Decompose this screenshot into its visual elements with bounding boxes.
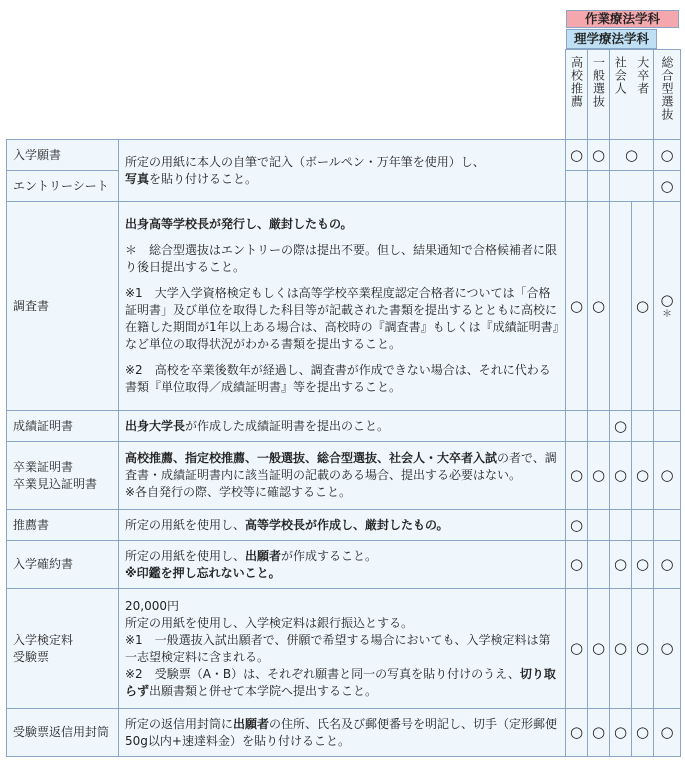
mark: ○ bbox=[588, 589, 610, 709]
row-desc: 出身大学長が作成した成績証明書を提出のこと。 bbox=[119, 411, 566, 442]
row-gansho bbox=[7, 140, 681, 171]
mark-with-star: ○ ＊ bbox=[654, 202, 681, 411]
mark: ○ bbox=[588, 709, 610, 757]
row-henshin bbox=[7, 709, 681, 757]
row-label: 受験票返信用封筒 bbox=[7, 709, 119, 757]
header-occupational-therapy: 作業療法学科 bbox=[566, 10, 679, 28]
mark: ○ bbox=[654, 541, 681, 589]
row-label: 入学確約書 bbox=[7, 541, 119, 589]
col-sogogata: 総合型選抜 bbox=[654, 50, 681, 140]
asterisk: ＊ bbox=[662, 308, 672, 320]
col-daisotsu: 大卒者 bbox=[635, 56, 650, 95]
row-chosasho bbox=[7, 202, 681, 411]
mark: ○ bbox=[632, 202, 654, 411]
mark: ○ bbox=[654, 442, 681, 510]
header-physical-therapy: 理学療法学科 bbox=[566, 29, 657, 49]
row-kakuyaku bbox=[7, 541, 681, 589]
mark: ○ bbox=[654, 140, 681, 171]
mark: ○ bbox=[610, 140, 654, 171]
mark: ○ bbox=[566, 140, 588, 171]
mark: ○ bbox=[632, 442, 654, 510]
row-desc: 所定の用紙に本人の自筆で記入（ボールペン・万年筆を使用）し、 写真を貼り付けること。 bbox=[119, 140, 566, 202]
row-sotsugyo bbox=[7, 442, 681, 510]
mark: ○ bbox=[610, 442, 632, 510]
mark: ○ bbox=[566, 202, 588, 411]
row-label: 推薦書 bbox=[7, 510, 119, 541]
row-label: 卒業証明書 卒業見込証明書 bbox=[7, 442, 119, 510]
mark: ○ bbox=[566, 589, 588, 709]
row-desc: 所定の用紙を使用し、出願者が作成すること。 ※印鑑を押し忘れないこと。 bbox=[119, 541, 566, 589]
row-label: 入学願書 bbox=[7, 140, 119, 171]
mark: ○ bbox=[566, 442, 588, 510]
mark: ○ bbox=[588, 442, 610, 510]
mark: ○ bbox=[588, 140, 610, 171]
mark: ○ bbox=[654, 709, 681, 757]
col-koko-suisen: 高校推薦 bbox=[566, 50, 588, 140]
mark: ○ bbox=[588, 202, 610, 411]
mark: ○ bbox=[566, 709, 588, 757]
mark: ○ bbox=[610, 411, 632, 442]
mark: ○ bbox=[654, 589, 681, 709]
column-header-row bbox=[7, 50, 681, 140]
row-kenteiryo bbox=[7, 589, 681, 709]
mark: ○ bbox=[632, 589, 654, 709]
row-seiseki bbox=[7, 411, 681, 442]
row-desc: 所定の返信用封筒に出願者の住所、氏名及び郵便番号を明記し、切手（定形郵便50g以内+速達料金）を貼り付けること。 bbox=[119, 709, 566, 757]
row-label: 入学検定料 受験票 bbox=[7, 589, 119, 709]
col-shakaijin: 社会人 bbox=[613, 56, 628, 95]
mark: ○ bbox=[654, 171, 681, 202]
col-ippan-senbatsu: 一般選抜 bbox=[588, 50, 610, 140]
mark: ○ bbox=[610, 541, 632, 589]
row-label: 調査書 bbox=[7, 202, 119, 411]
row-label: 成績証明書 bbox=[7, 411, 119, 442]
mark: ○ bbox=[566, 541, 588, 589]
row-desc: 20,000円 所定の用紙を使用し、入学検定料は銀行振込とする。 ※1 一般選抜入試出願者で、併願で希望する場合においても、入学検定料は第一志望検定料に含まれる。 ※2 受験票（A・B）は、それぞれ願書と同一の写真を貼り付けのうえ、切り取らず出願書類と併せて本学院へ提出すること。 bbox=[119, 589, 566, 709]
mark: ○ bbox=[632, 541, 654, 589]
row-desc: 出身高等学校長が発行し、厳封したもの。 ＊ 総合型選抜はエントリーの際は提出不要。但し、結果通知で合格候補者に限り後日提出すること。 ※1 大学入学資格検定もしくは高等学校卒業程度認定合格者については「合格証明書」及び単位を取得した科目等が記載された書類を提出するとともに高校に在籍した期間が1年以上ある場合は、高校時の『調査書』もしくは『成績証明書』など単位の取得状況がわかる書類を提出すること。 ※2 高校を卒業後数年が経過し、調査書が作成できない場合は、それに代わる書類『単位取得／成績証明書』等を提出すること。 bbox=[119, 202, 566, 411]
mark: ○ bbox=[610, 709, 632, 757]
row-label: エントリーシート bbox=[7, 171, 119, 202]
col-daisotsu-shakaijin bbox=[610, 50, 654, 140]
row-desc: 高校推薦、指定校推薦、一般選抜、総合型選抜、社会人・大卒者入試の者で、調査書・成績証明書内に該当証明の記載のある場合、提出する必要はない。 ※各自発行の際、学校等に確認すること。 bbox=[119, 442, 566, 510]
mark: ○ bbox=[632, 709, 654, 757]
mark: ○ bbox=[566, 510, 588, 541]
row-suisen bbox=[7, 510, 681, 541]
row-desc: 所定の用紙を使用し、高等学校長が作成し、厳封したもの。 bbox=[119, 510, 566, 541]
requirements-table bbox=[6, 49, 681, 757]
mark: ○ bbox=[610, 589, 632, 709]
